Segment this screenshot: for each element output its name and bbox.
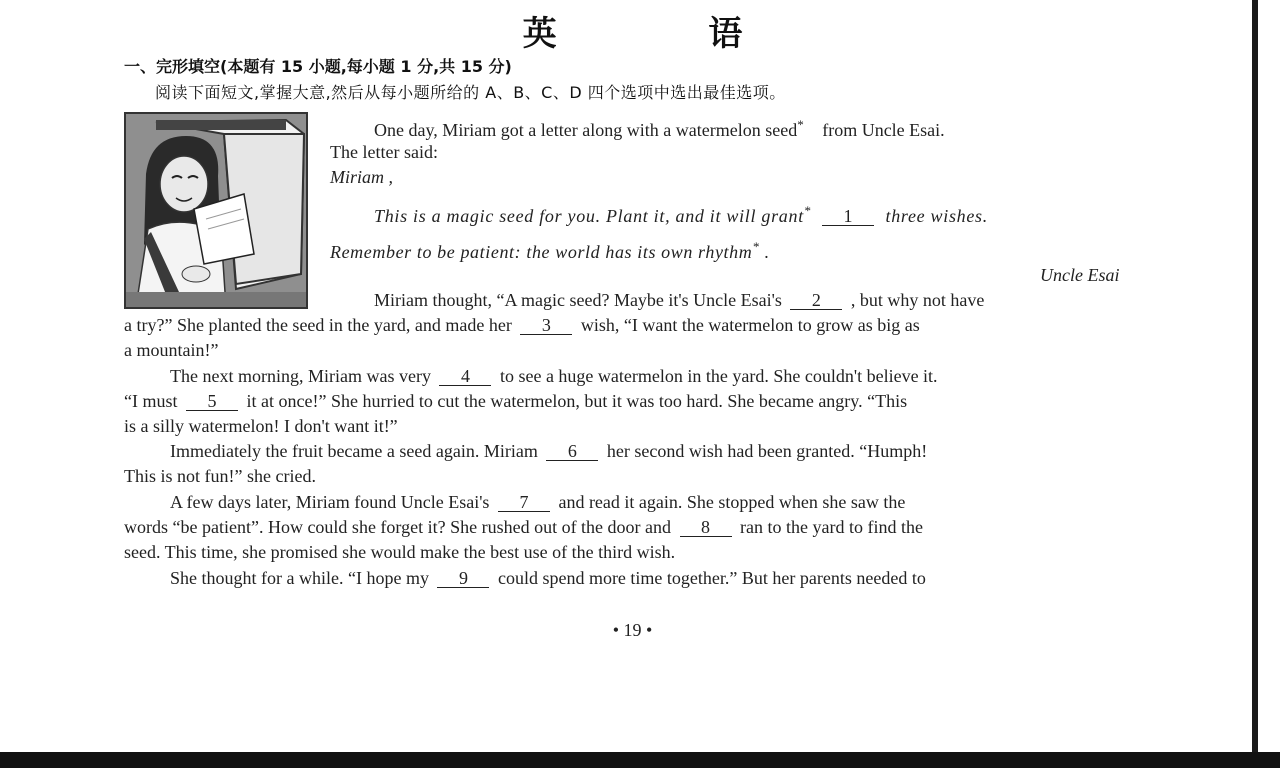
passage-line	[170, 492, 905, 513]
passage-text: Immediately the fruit became a seed again. Miriam	[170, 441, 538, 461]
asterisk-note: *	[752, 239, 760, 254]
passage-text: a try?” She planted the seed in the yard, and made her	[124, 315, 512, 335]
passage-line	[124, 517, 923, 538]
passage-text: ran to the yard to find the	[740, 517, 923, 537]
asterisk-note: *	[797, 117, 804, 132]
passage-text: A few days later, Miriam found Uncle Esai's	[170, 492, 490, 512]
passage-text: words “be patient”. How could she forget it? She rushed out of the door and	[124, 517, 672, 537]
passage-text: The letter said:	[330, 142, 438, 162]
passage-text: a mountain!”	[124, 340, 219, 360]
passage-text: Miriam ,	[330, 167, 393, 187]
passage-text: “I must	[124, 391, 178, 411]
passage-text: .	[764, 242, 770, 262]
passage-text: her second wish had been granted. “Humph!	[606, 441, 928, 461]
letter-salutation	[330, 167, 393, 188]
passage-text: One day, Miriam got a letter along with a watermelon seed	[374, 120, 798, 140]
girl-illustration-icon	[126, 114, 306, 307]
instruction-text: 阅读下面短文,掌握大意,然后从每小题所给的 A、B、C、D 四个选项中选出最佳选项。	[155, 83, 786, 102]
blank-4: 4	[439, 367, 491, 386]
blank-2: 2	[790, 291, 842, 310]
passage-text: This is a magic seed for you. Plant it, and it will grant	[374, 206, 804, 226]
passage-text: three wishes.	[885, 206, 988, 226]
passage-line	[124, 340, 218, 361]
passage-text: seed. This time, she promised she would make the best use of the third wish.	[124, 542, 676, 562]
scan-bottom-bar	[0, 752, 1280, 768]
passage-text: This is not fun!” she cried.	[124, 466, 316, 486]
letter-line	[330, 239, 770, 263]
passage-line	[170, 568, 926, 589]
page-number: • 19 •	[612, 620, 653, 640]
blank-3: 3	[520, 316, 572, 335]
page-title: 英 语	[522, 14, 813, 54]
passage-line	[124, 542, 675, 563]
blank-5: 5	[186, 392, 238, 411]
passage-line	[124, 391, 907, 412]
passage-text: could spend more time together.” But her parents needed to	[497, 568, 926, 588]
passage-text: Uncle Esai	[1040, 265, 1120, 285]
passage-text: Remember to be patient: the world has its own rhythm	[330, 242, 753, 262]
blank-1: 1	[822, 207, 874, 226]
letter-line	[374, 203, 988, 227]
passage-line	[124, 315, 920, 336]
passage-text: Miriam thought, “A magic seed? Maybe it's Uncle Esai's	[374, 290, 782, 310]
passage-text: from Uncle Esai.	[822, 120, 945, 140]
passage-line	[170, 441, 927, 462]
passage-line	[374, 117, 945, 141]
asterisk-note: *	[803, 203, 812, 218]
letter-signature	[1040, 265, 1119, 286]
illustration-girl-reading-letter	[124, 112, 308, 309]
passage-text: it at once!” She hurried to cut the watermelon, but it was too hard. She became angry. “This	[246, 391, 908, 411]
passage-line	[124, 416, 398, 437]
section-heading: 一、完形填空(本题有 15 小题,每小题 1 分,共 15 分)	[124, 57, 512, 76]
passage-line	[170, 366, 938, 387]
passage-line	[330, 142, 438, 163]
passage-line	[124, 466, 316, 487]
blank-6: 6	[546, 442, 598, 461]
passage-text: She thought for a while. “I hope my	[170, 568, 429, 588]
passage-text: is a silly watermelon! I don't want it!”	[124, 416, 398, 436]
passage-text: and read it again. She stopped when she saw the	[558, 492, 906, 512]
blank-8: 8	[680, 518, 732, 537]
passage-line	[374, 290, 984, 311]
blank-7: 7	[498, 493, 550, 512]
passage-text: to see a huge watermelon in the yard. She couldn't believe it.	[499, 366, 938, 386]
blank-9: 9	[437, 569, 489, 588]
passage-text: The next morning, Miriam was very	[170, 366, 431, 386]
passage-text: wish, “I want the watermelon to grow as big as	[580, 315, 920, 335]
passage-text: , but why not have	[850, 290, 985, 310]
